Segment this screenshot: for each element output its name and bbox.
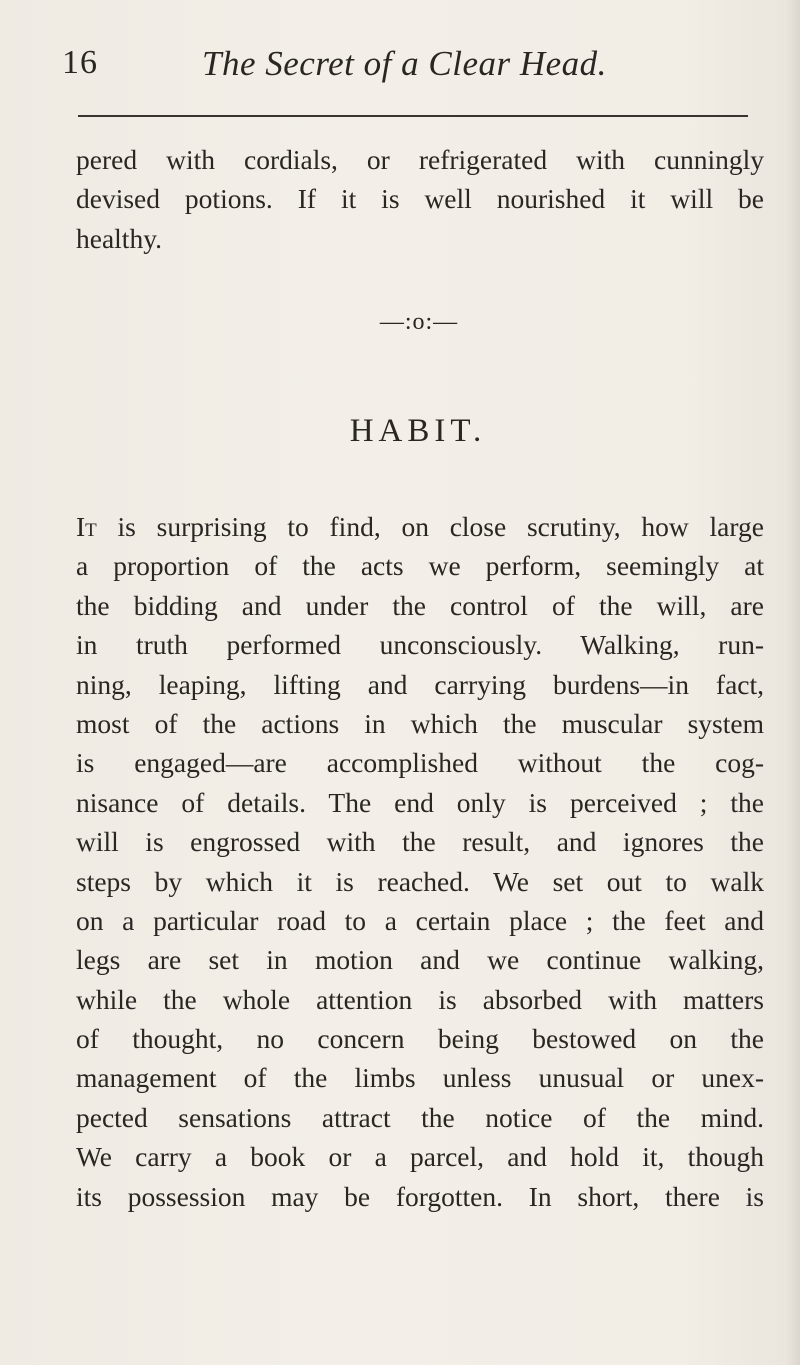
- header-rule: [78, 115, 748, 117]
- text-line: management of the limbs unless unusual or unex-: [76, 1062, 764, 1094]
- running-head: [62, 44, 762, 100]
- section-separator: —:o:—: [379, 309, 459, 335]
- text-line: in truth performed unconsciously. Walking, run-: [76, 629, 764, 661]
- text-line: a proportion of the acts we perform, seemingly at: [76, 550, 764, 582]
- running-title: The Secret of a Clear Head.: [202, 44, 607, 83]
- text-line: its possession may be forgotten. In short, there is: [76, 1180, 764, 1212]
- text-line: is engaged—are accomplished without the cog-: [76, 747, 764, 779]
- text-line: healthy.: [76, 222, 163, 254]
- text-line: pected sensations attract the notice of the mind.: [76, 1101, 764, 1133]
- habit-paragraph: [76, 507, 764, 1216]
- text-line: [76, 507, 764, 546]
- page-edge-shadow: [786, 0, 800, 1365]
- text-line: devised potions. If it is well nourished it will be: [76, 183, 764, 215]
- text-line: the bidding and under the control of the will, are: [76, 589, 764, 621]
- opening-word: It: [76, 511, 97, 542]
- text-line: nisance of details. The end only is perceived ; the: [76, 786, 764, 818]
- text-line: of thought, no concern being bestowed on the: [76, 1023, 764, 1055]
- text-line: pered with cordials, or refrigerated with cunningly: [76, 144, 764, 175]
- text-line: steps by which it is reached. We set out to walk: [76, 865, 764, 897]
- page-number: 16: [62, 44, 98, 81]
- text-line-rest: is surprising to find, on close scrutiny, how large: [96, 511, 764, 542]
- text-line: legs are set in motion and we continue walking,: [76, 944, 764, 976]
- text-line: We carry a book or a parcel, and hold it, though: [76, 1141, 764, 1173]
- text-line: most of the actions in which the muscular system: [76, 707, 764, 739]
- text-line: while the whole attention is absorbed with matters: [76, 983, 764, 1015]
- text-line: ning, leaping, lifting and carrying burdens—in fact,: [76, 668, 764, 700]
- continuation-paragraph: [76, 140, 764, 258]
- text-line: will is engrossed with the result, and ignores the: [76, 826, 764, 858]
- section-heading: HABIT.: [349, 413, 487, 449]
- text-line: on a particular road to a certain place ; the feet and: [76, 904, 764, 936]
